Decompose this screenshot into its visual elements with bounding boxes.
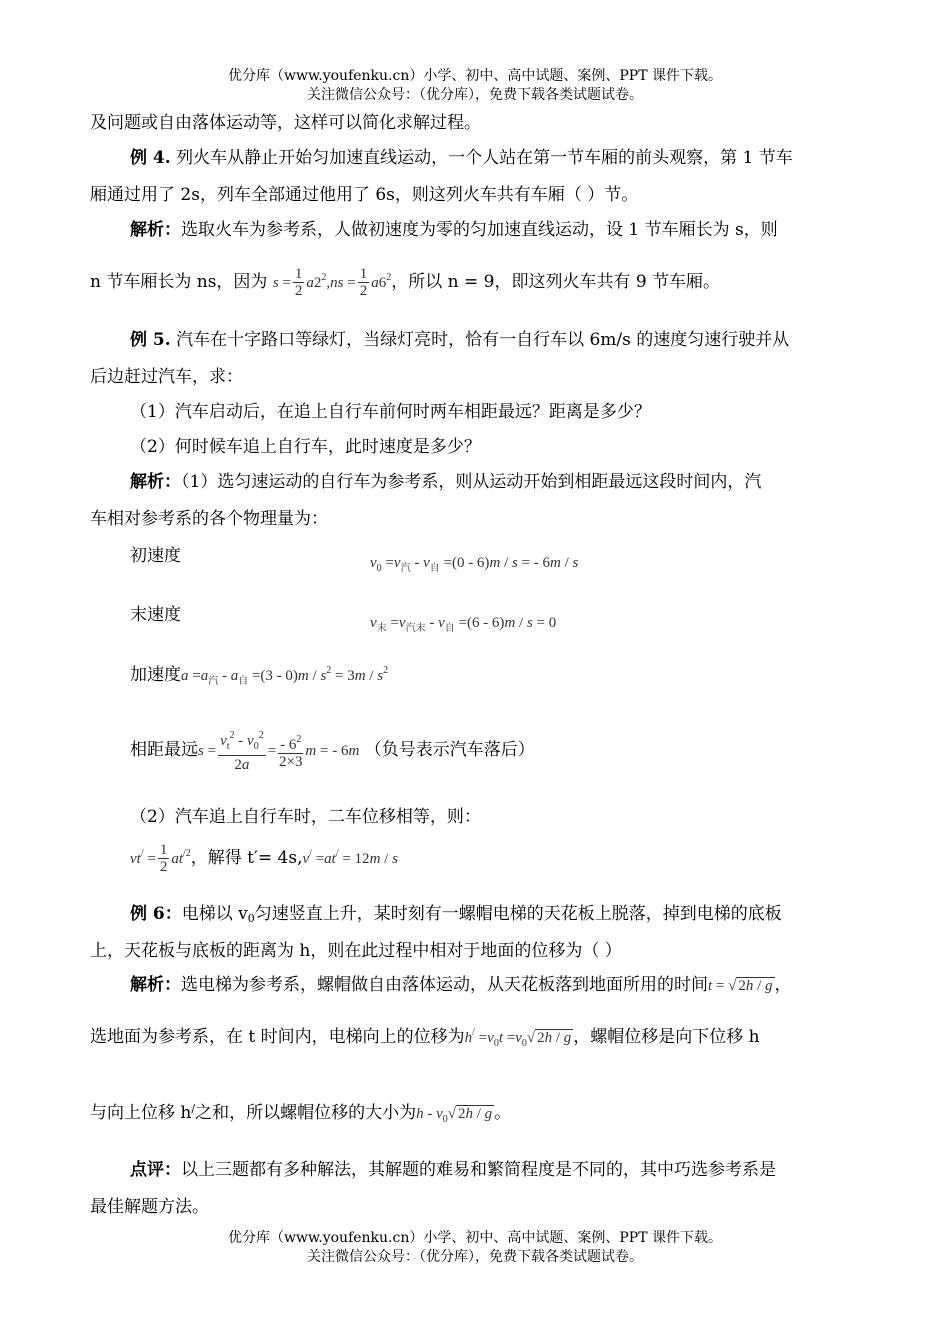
footer-line-2: 关注微信公众号：（优分库），免费下载各类试题试卷。: [307, 1249, 643, 1265]
example-6-line-1: 例 6：电梯以 v0匀速竖直上升，某时刻有一螺帽电梯的天花板上脱落，掉到电梯的底板: [130, 904, 782, 925]
final-velocity-label: 末速度: [130, 605, 181, 625]
example-6-label: 例 6：: [130, 904, 182, 924]
formula-nut-displacement: h - $v_0√$ 2h / g: [416, 1106, 493, 1125]
part-2-solution: vt/ = $\frac{1}{2}$ $at^{/2}$，解得 t′= 4s,v/ =at/ = 12m / s: [130, 842, 398, 875]
example-4-line-2: 厢通过用了 2s，列车全部通过他用了 6s，则这列火车共有车厢（ ）节。: [90, 185, 639, 205]
example-5-line-1: 例 5. 汽车在十字路口等绿灯，当绿灯亮时，恰有一自行车以 6m/s 的速度匀速行驶并从: [130, 330, 790, 350]
example-4-line-1: 例 4. 列火车从静止开始匀加速直线运动，一个人站在第一节车厢的前头观察，第 1 节车: [130, 148, 793, 168]
footer-line-1: 优分库（www.youfenku.cn）小学、初中、高中试题、案例、PPT 课件下载。: [227, 1230, 722, 1246]
max-distance-line: [130, 728, 900, 773]
example-6-solution-label: 解析：: [130, 975, 181, 995]
comment-label: 点评：: [130, 1160, 181, 1180]
formula-carriage-length: s = $\frac{1}{2}$ $a2^2,ns$ = $\frac{1}{2}$ $a6^2$: [272, 266, 392, 299]
question-1: （1）汽车启动后，在追上自行车前何时两车相距最远？距离是多少？: [130, 402, 651, 422]
formula-elevator-displacement: $h^/ =v_0t =v_0√$ 2h / g: [464, 1027, 572, 1049]
question-2: （2）何时候车追上自行车，此时速度是多少？: [130, 437, 481, 457]
example-5-solution-label: 解析：: [130, 472, 181, 492]
example-6-solution-line-1: 解析：选电梯为参考系，螺帽做自由落体运动，从天花板落到地面所用的时间t = √ 2h / g ，: [130, 975, 792, 995]
example-6-line-2: 上，天花板与底板的距离为 h，则在此过程中相对于地面的位移为（ ）: [90, 941, 622, 961]
example-6-solution-line-2: 选地面为参考系，在 t 时间内，电梯向上的位移为$h^/ =v_0t =v_0√$ 2h / g ，螺帽位移是向下位移 h: [90, 1027, 760, 1049]
max-distance-label: 相距最远: [130, 740, 198, 760]
part-2-text: （2）汽车追上自行车时，二车位移相等，则：: [130, 807, 481, 827]
formula-max-distance: s = $\frac{v_t^2 - v_0^2}{2a}$ = $\frac{- 6^2}{2\times 3}$ m = - 6m: [198, 730, 360, 773]
formula-fall-time: t = √ 2h / g: [708, 978, 773, 994]
formula-acceleration: $a =a_汽 - a_自 =(3 - 0)m / s^2 = 3m / s^2$: [181, 665, 389, 687]
example-5-solution-line-2: 车相对参考系的各个物理量为：: [90, 509, 328, 529]
example-4-solution-line-2: n 节车厢长为 ns，因为 s = $\frac{1}{2}$ $a2^2,ns$ = $\frac{1}{2}$ $a6^2$，所以 n = 9，即这列火车共有 9 节车厢。: [90, 266, 721, 299]
formula-equal-displacement: vt/ = $\frac{1}{2}$ $at^{/2}$: [130, 842, 191, 875]
comment-line-2: 最佳解题方法。: [90, 1197, 209, 1217]
acceleration-line: [130, 660, 900, 687]
example-5-label: 例 5.: [130, 330, 171, 350]
max-distance-note: （负号表示汽车落后）: [364, 740, 535, 760]
example-4-solution-line-1: 解析：选取火车为参考系，人做初速度为零的匀加速直线运动，设 1 节车厢长为 s，则: [130, 220, 778, 240]
formula-catch-up-velocity: v/ =at/ = 12m / s: [302, 848, 398, 867]
example-5-solution-line-1: 解析：（1）选匀速运动的自行车为参考系，则从运动开始到相距最远这段时间内，汽: [130, 472, 762, 492]
example-4-solution-label: 解析：: [130, 220, 181, 240]
comment-line-1: 点评：以上三题都有多种解法，其解题的难易和繁简程度是不同的，其中巧选参考系是: [130, 1160, 776, 1180]
initial-velocity-label: 初速度: [130, 546, 181, 566]
intro-text: 及问题或自由落体运动等，这样可以简化求解过程。: [90, 113, 481, 133]
example-5-line-2: 后边赶过汽车，求：: [90, 367, 243, 387]
formula-final-velocity: $v_末 =v_{汽末} - v_自 =(6 - 6)m / s = 0$: [370, 615, 557, 634]
acceleration-label: 加速度: [130, 665, 181, 685]
formula-initial-velocity: $v_0 =v_汽 - v_自 =(0 - 6)m / s$ = - 6m / s: [370, 555, 579, 574]
header-line-2: 关注微信公众号：（优分库），免费下载各类试题试卷。: [307, 87, 643, 103]
header-line-1: 优分库（www.youfenku.cn）小学、初中、高中试题、案例、PPT 课件下载。: [227, 68, 722, 84]
example-6-solution-line-3: 与向上位移 h/之和，所以螺帽位移的大小为h - $v_0√$ 2h / g 。: [90, 1102, 512, 1125]
example-4-label: 例 4.: [130, 148, 171, 168]
